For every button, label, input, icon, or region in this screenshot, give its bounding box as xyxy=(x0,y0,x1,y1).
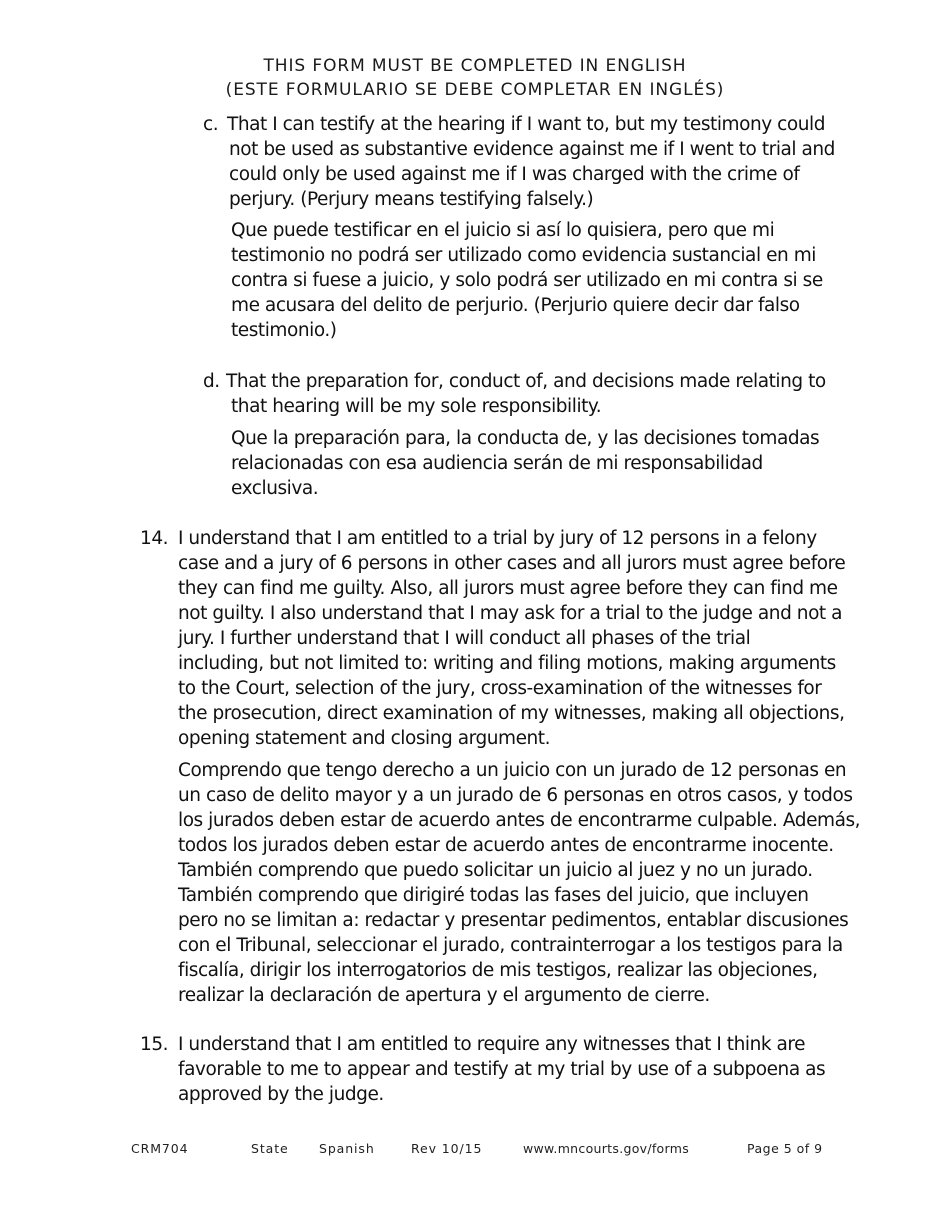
text-line: exclusiva. xyxy=(231,478,319,499)
text-line: opening statement and closing argument. xyxy=(178,728,551,749)
text-line: that hearing will be my sole responsibility. xyxy=(231,396,602,417)
text-line: me acusara del delito de perjurio. (Perjurio quiere decir dar falso xyxy=(231,295,800,316)
text-line: approved by the judge. xyxy=(178,1084,384,1105)
item-d-label: d. xyxy=(203,371,220,392)
footer-language: Spanish xyxy=(319,1141,375,1156)
text-line: I understand that I am entitled to a trial by jury of 12 persons in a felony xyxy=(178,528,817,549)
text-line: they can find me guilty. Also, all jurors must agree before they can find me xyxy=(178,578,838,599)
text-line: could only be used against me if I was charged with the crime of xyxy=(229,164,800,185)
text-line: con el Tribunal, seleccionar el jurado, contrainterrogar a los testigos para la xyxy=(178,935,843,956)
text-line: the prosecution, direct examination of my witnesses, making all objections, xyxy=(178,703,845,724)
text-line: jury. I further understand that I will conduct all phases of the trial xyxy=(178,628,751,649)
text-line: including, but not limited to: writing and filing motions, making arguments xyxy=(178,653,836,674)
text-line: los jurados deben estar de acuerdo antes de encontrarme culpable. Además, xyxy=(178,810,861,831)
text-line: Comprendo que tengo derecho a un juicio con un jurado de 12 personas en xyxy=(178,760,847,781)
text-line: También comprendo que dirigiré todas las fases del juicio, que incluyen xyxy=(178,885,809,906)
item-d-english xyxy=(226,369,826,419)
text-line: todos los jurados deben estar de acuerdo antes de encontrarme inocente. xyxy=(178,835,834,856)
text-line: También comprendo que puedo solicitar un juicio al juez y no un jurado. xyxy=(178,860,813,881)
item-14-number: 14. xyxy=(140,528,169,549)
text-line: favorable to me to appear and testify at my trial by use of a subpoena as xyxy=(178,1059,826,1080)
text-line: testimonio.) xyxy=(231,320,337,341)
text-line: pero no se limitan a: redactar y presentar pedimentos, entablar discusiones xyxy=(178,910,849,931)
item-15-english xyxy=(178,1032,825,1107)
text-line: not guilty. I also understand that I may ask for a trial to the judge and not a xyxy=(178,603,843,624)
text-line: contra si fuese a juicio, y solo podrá ser utilizado en mi contra si se xyxy=(231,270,823,291)
text-line: fiscalía, dirigir los interrogatorios de mis testigos, realizar las objeciones, xyxy=(178,960,818,981)
text-line: realizar la declaración de apertura y el argumento de cierre. xyxy=(178,985,710,1006)
form-header-english: THIS FORM MUST BE COMPLETED IN ENGLISH xyxy=(263,56,687,76)
item-15-number: 15. xyxy=(140,1034,169,1055)
text-line: That the preparation for, conduct of, and decisions made relating to xyxy=(226,371,826,392)
text-line: not be used as substantive evidence against me if I went to trial and xyxy=(229,139,835,160)
item-14-spanish xyxy=(178,758,860,1008)
item-c-label: c. xyxy=(203,114,219,135)
footer-form-id: CRM704 xyxy=(131,1141,189,1156)
item-c-english xyxy=(229,112,835,212)
text-line: case and a jury of 6 persons in other cases and all jurors must agree before xyxy=(178,553,846,574)
text-line: testimonio no podrá ser utilizado como evidencia sustancial en mi xyxy=(231,245,816,266)
text-line: Que la preparación para, la conducta de, y las decisiones tomadas xyxy=(231,428,820,449)
footer-revision: Rev 10/15 xyxy=(411,1141,483,1156)
footer-url-link[interactable]: www.mncourts.gov/forms xyxy=(523,1141,690,1156)
text-line: That I can testify at the hearing if I want to, but my testimony could xyxy=(227,114,826,135)
form-header-spanish: (ESTE FORMULARIO SE DEBE COMPLETAR EN INGLÉS) xyxy=(225,80,725,100)
text-line: un caso de delito mayor y a un jurado de 6 personas en otros casos, y todos xyxy=(178,785,853,806)
footer-page-number: Page 5 of 9 xyxy=(747,1141,823,1156)
item-14-english xyxy=(178,526,845,751)
item-c-spanish xyxy=(231,218,823,343)
footer-jurisdiction: State xyxy=(251,1141,289,1156)
text-line: perjury. (Perjury means testifying falsely.) xyxy=(229,189,594,210)
item-d-spanish xyxy=(231,426,819,501)
text-line: I understand that I am entitled to require any witnesses that I think are xyxy=(178,1034,806,1055)
text-line: to the Court, selection of the jury, cross-examination of the witnesses for xyxy=(178,678,822,699)
text-line: relacionadas con esa audiencia serán de mi responsabilidad xyxy=(231,453,763,474)
text-line: Que puede testificar en el juicio si así lo quisiera, pero que mi xyxy=(231,220,775,241)
